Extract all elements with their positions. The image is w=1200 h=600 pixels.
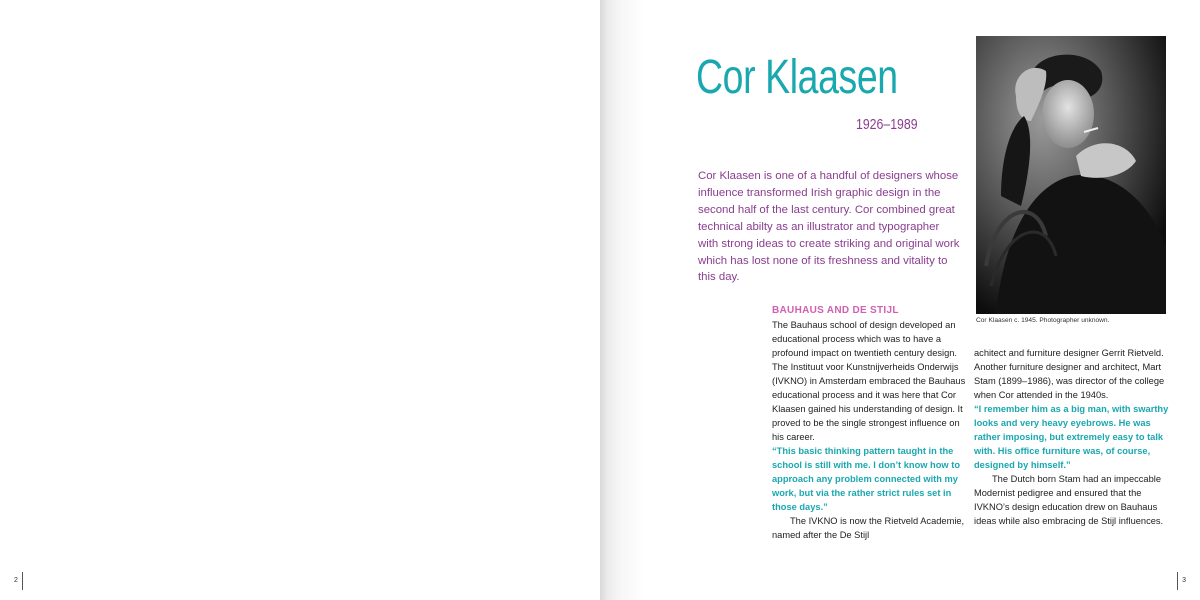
body-paragraph: The Dutch born Stam had an impeccable Modernist pedigree and ensured that the IVKNO’s design education drew on Bauhaus ideas while also embracing de Stijl influences. xyxy=(974,474,1164,526)
section-heading: BAUHAUS AND DE STIJL xyxy=(772,305,899,316)
page-number-right: 3 xyxy=(1177,572,1186,590)
text-column-2 xyxy=(974,346,1170,528)
portrait-photo xyxy=(976,36,1166,314)
article-intro: Cor Klaasen is one of a handful of designers whose influence transformed Irish graphic design in the second half of the last century. Cor combined great technical abilty as an illustrator and typographer with strong ideas to create striking and original work which has lost none of its freshness and vitality to this day. xyxy=(698,170,960,284)
portrait-photo-illustration xyxy=(976,36,1166,314)
body-paragraph: The IVKNO is now the Rietveld Academie, named after the De Stijl xyxy=(772,516,965,540)
pull-quote: “I remember him as a big man, with swarthy looks and very heavy eyebrows. He was rather imposing, but extremely easy to talk with. His office furniture was, of course, designed by himself.” xyxy=(974,404,1169,470)
pull-quote: “This basic thinking pattern taught in the school is still with me. I don’t know how to approach any problem connected with my work, but via the rather strict rules set in those days.” xyxy=(772,446,961,512)
body-paragraph: The Bauhaus school of design developed an educational process which was to have a profound impact on twentieth century design. The Instituut voor Kunstnijverheids Onderwijs (IVKNO) in Amsterdam embraced the Bauhaus educational process and it was here that Cor Klaasen gained his understanding of design. It proved to be the single strongest influence on his career. xyxy=(772,320,966,442)
text-column-1 xyxy=(772,318,968,542)
article-title: Cor Klaasen xyxy=(696,51,898,104)
page-number-left: 2 xyxy=(14,572,23,590)
photo-caption: Cor Klaasen c. 1945. Photographer unknown. xyxy=(976,317,1110,324)
article-years: 1926–1989 xyxy=(856,116,918,133)
body-paragraph: achitect and furniture designer Gerrit Rietveld. Another furniture designer and architect, Mart Stam (1899–1986), was director of the college when Cor attended in the 1940s. xyxy=(974,348,1165,400)
